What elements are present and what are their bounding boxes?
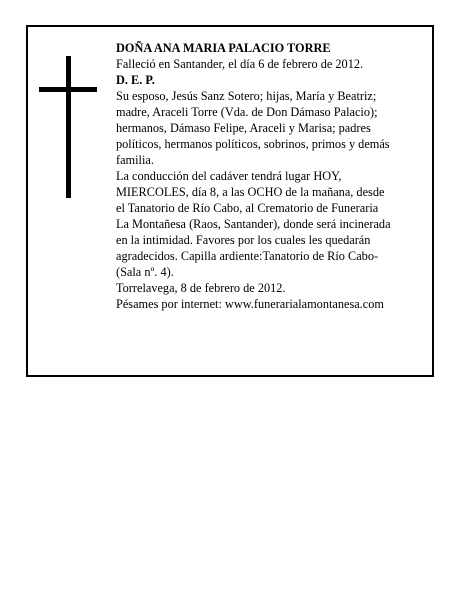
text-line: hermanos, Dámaso Felipe, Araceli y Marisa; padres: [116, 121, 371, 135]
dep-line: D. E. P.: [116, 73, 155, 87]
text-line: Torrelavega, 8 de febrero de 2012.: [116, 281, 286, 295]
text-line: madre, Araceli Torre (Vda. de Don Dámaso Palacio);: [116, 105, 378, 119]
text-line: (Sala nº. 4).: [116, 265, 174, 279]
text-line: familia.: [116, 153, 154, 167]
text-line: en la intimidad. Favores por los cuales les quedarán: [116, 233, 371, 247]
text-line: agradecidos. Capilla ardiente:Tanatorio de Río Cabo-: [116, 249, 379, 263]
text-line: MIERCOLES, día 8, a las OCHO de la mañana, desde: [116, 185, 385, 199]
text-line: Pésames por internet: www.funerarialamontanesa.com: [116, 297, 384, 311]
text-line: el Tanatorio de Río Cabo, al Crematorio de Funeraria: [116, 201, 379, 215]
text-line: políticos, hermanos políticos, sobrinos, primos y demás: [116, 137, 390, 151]
obituary-frame: [26, 25, 434, 377]
cross-icon: [66, 56, 71, 198]
text-line: La conducción del cadáver tendrá lugar HOY,: [116, 169, 342, 183]
cross-icon-bar: [39, 87, 97, 92]
text-line: Su esposo, Jesús Sanz Sotero; hijas, María y Beatriz;: [116, 89, 377, 103]
text-line: La Montañesa (Raos, Santander), donde será incinerada: [116, 217, 391, 231]
text-line: Falleció en Santander, el día 6 de febrero de 2012.: [116, 57, 364, 71]
deceased-name: DOÑA ANA MARIA PALACIO TORRE: [116, 41, 331, 55]
obituary-text: [116, 40, 428, 312]
